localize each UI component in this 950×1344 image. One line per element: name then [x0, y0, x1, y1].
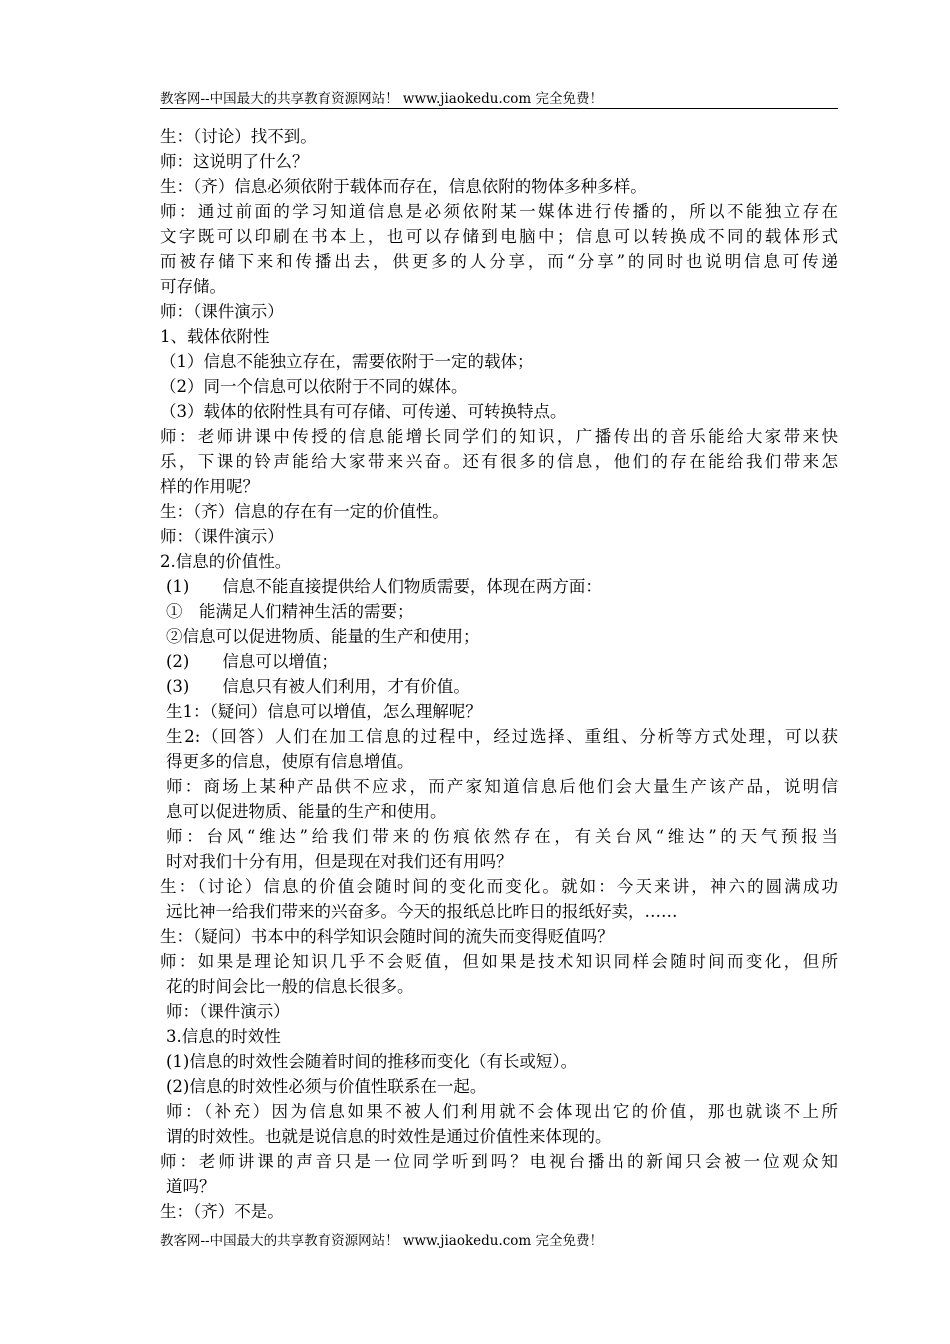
list-item: (3) 信息只有被人们利用，才有价值。 — [166, 677, 470, 696]
text-line: 师：（课件演示） — [166, 1002, 290, 1021]
text-line: 生1：（疑问）信息可以增值，怎么理解呢？ — [166, 702, 482, 721]
text-line: 花的时间会比一般的信息长很多。 — [166, 977, 414, 996]
text-line: 得更多的信息，使原有信息增值。 — [166, 752, 414, 771]
header-divider — [160, 108, 838, 109]
section-heading: 1、载体依附性 — [160, 327, 270, 346]
text-line: 而被存储下来和传播出去，供更多的人分享，而“分享”的同时也说明信息可传递 — [160, 252, 838, 271]
text-line: 生2:（回答）人们在加工信息的过程中，经过选择、重组、分析等方式处理，可以获 — [166, 727, 838, 746]
text-line: 生：（齐）信息必须依附于载体而存在，信息依附的物体多种多样。 — [160, 177, 647, 196]
text-line: 师：老师讲课中传授的信息能增长同学们的知识，广播传出的音乐能给大家带来快 — [160, 427, 838, 446]
list-item: ②信息可以促进物质、能量的生产和使用； — [166, 627, 480, 646]
text-line: 师：（课件演示） — [160, 302, 284, 321]
text-line: 生：（讨论）信息的价值会随时间的变化而变化。就如：今天来讲，神六的圆满成功 — [160, 877, 838, 896]
text-line: 师：这说明了什么？ — [160, 152, 309, 171]
text-line: 样的作用呢？ — [160, 477, 259, 496]
text-line: 生：（齐）不是。 — [160, 1202, 284, 1221]
list-item: （1）信息不能独立存在，需要依附于一定的载体； — [160, 352, 534, 371]
text-line: 远比神一给我们带来的兴奋多。今天的报纸总比昨日的报纸好卖，…… — [166, 902, 678, 921]
text-line: 师：（课件演示） — [160, 527, 284, 546]
text-line: 师：（补充）因为信息如果不被人们利用就不会体现出它的价值，那也就谈不上所 — [166, 1102, 838, 1121]
section-heading: 3.信息的时效性 — [166, 1027, 281, 1046]
text-line: 师：商场上某种产品供不应求，而产家知道信息后他们会大量生产该产品，说明信 — [166, 777, 838, 796]
text-line: 文字既可以印刷在书本上，也可以存储到电脑中；信息可以转换成不同的载体形式 — [160, 227, 838, 246]
list-item: （2）同一个信息可以依附于不同的媒体。 — [160, 377, 468, 396]
list-item: ① 能满足人们精神生活的需要； — [166, 602, 414, 621]
document-body — [160, 124, 838, 1224]
list-item: (2)信息的时效性必须与价值性联系在一起。 — [166, 1077, 487, 1096]
text-line: 生：（齐）信息的存在有一定的价值性。 — [160, 502, 449, 521]
text-line: 谓的时效性。也就是说信息的时效性是通过价值性来体现的。 — [166, 1127, 612, 1146]
text-line: 乐，下课的铃声能给大家带来兴奋。还有很多的信息，他们的存在能给我们带来怎 — [160, 452, 838, 471]
text-line: 师：老师讲课的声音只是一位同学听到吗？电视台播出的新闻只会被一位观众知 — [160, 1152, 838, 1171]
text-line: 生：（疑问）书本中的科学知识会随时间的流失而变得贬值吗？ — [160, 927, 614, 946]
text-line: 师：通过前面的学习知道信息是必须依附某一媒体进行传播的，所以不能独立存在 — [160, 202, 838, 221]
list-item: (1)信息的时效性会随着时间的推移而变化（有长或短）。 — [166, 1052, 578, 1071]
text-line: 息可以促进物质、能量的生产和使用。 — [166, 802, 447, 821]
text-line: 时对我们十分有用，但是现在对我们还有用吗？ — [166, 852, 513, 871]
list-item: （3）载体的依附性具有可存储、可传递、可转换特点。 — [160, 402, 567, 421]
text-line: 生：（讨论）找不到。 — [160, 127, 317, 146]
text-line: 师：如果是理论知识几乎不会贬值，但如果是技术知识同样会随时间而变化，但所 — [160, 952, 838, 971]
text-line: 道吗？ — [166, 1177, 216, 1196]
list-item: (2) 信息可以增值； — [166, 652, 338, 671]
page-header: 教客网--中国最大的共享教育资源网站！ www.jiaokedu.com 完全免费！ — [160, 91, 604, 107]
list-item: (1) 信息不能直接提供给人们物质需要，体现在两方面： — [166, 577, 602, 596]
text-line: 师：台风“维达”给我们带来的伤痕依然存在，有关台风“维达”的天气预报当 — [166, 827, 838, 846]
page-footer: 教客网--中国最大的共享教育资源网站！ www.jiaokedu.com 完全免费！ — [160, 1233, 604, 1249]
text-line: 可存储。 — [160, 277, 226, 296]
section-heading: 2.信息的价值性。 — [160, 552, 292, 571]
